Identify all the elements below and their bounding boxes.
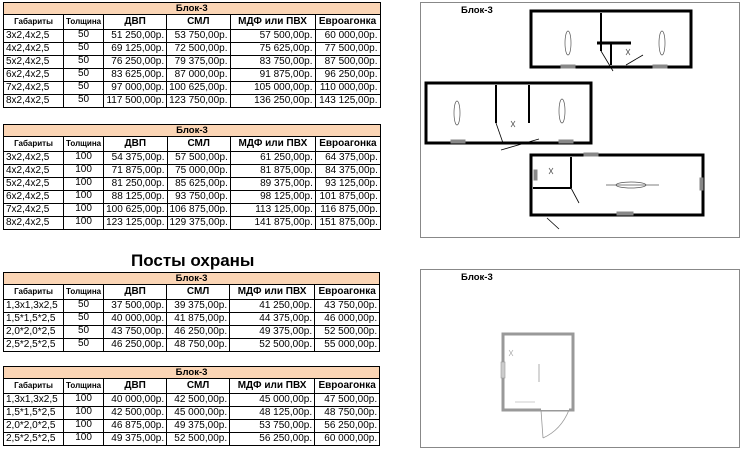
- price-cell: 45 000,00р.: [167, 407, 230, 420]
- price-cell: 46 000,00р.: [315, 313, 380, 326]
- price-cell: 101 875,00р.: [315, 191, 380, 204]
- price-cell: 46 250,00р.: [167, 326, 230, 339]
- column-header: СМЛ: [167, 285, 230, 300]
- price-table-3: [3, 272, 380, 352]
- price-cell: 83 625,00р.: [104, 69, 167, 82]
- price-cell: 75 000,00р.: [167, 165, 230, 178]
- table-title-row: [4, 367, 380, 379]
- column-header: Евроагонка: [315, 379, 380, 394]
- price-cell: 76 250,00р.: [104, 56, 167, 69]
- price-cell: 60 000,00р.: [315, 30, 380, 43]
- table-title-row: [4, 273, 380, 285]
- dimensions-cell: 4х2,4х2,5: [4, 43, 64, 56]
- thickness-cell: 100: [64, 204, 104, 217]
- table-row: [4, 43, 381, 56]
- price-cell: 54 375,00р.: [104, 152, 167, 165]
- dimensions-cell: 3х2,4х2,5: [4, 152, 64, 165]
- column-header: МДФ или ПВХ: [230, 285, 315, 300]
- price-cell: 49 375,00р.: [104, 433, 167, 446]
- thickness-cell: 100: [64, 152, 104, 165]
- dimensions-cell: 3х2,4х2,5: [4, 30, 64, 43]
- price-cell: 105 000,00р.: [230, 82, 315, 95]
- price-table-1: [3, 2, 381, 108]
- table-row: [4, 217, 381, 230]
- plan-title: Блок-3: [461, 5, 493, 16]
- thickness-cell: 50: [64, 339, 104, 352]
- price-table-4: [3, 366, 380, 446]
- price-cell: 98 125,00р.: [230, 191, 315, 204]
- column-header: Габариты: [4, 137, 64, 152]
- price-cell: 97 000,00р.: [104, 82, 167, 95]
- table-header-row: [4, 379, 380, 394]
- table-body: [4, 367, 380, 446]
- price-cell: 46 250,00р.: [104, 339, 167, 352]
- price-cell: 93 750,00р.: [167, 191, 230, 204]
- price-cell: 57 500,00р.: [167, 152, 230, 165]
- price-cell: 46 875,00р.: [104, 420, 167, 433]
- price-cell: 87 000,00р.: [167, 69, 230, 82]
- price-cell: 52 500,00р.: [230, 339, 315, 352]
- price-cell: 52 500,00р.: [315, 326, 380, 339]
- price-cell: 60 000,00р.: [315, 433, 380, 446]
- price-cell: 151 875,00р.: [315, 217, 380, 230]
- price-cell: 110 000,00р.: [315, 82, 380, 95]
- table-row: [4, 69, 381, 82]
- floor-plan-drawing: [421, 270, 739, 447]
- dimensions-cell: 2,5*2,5*2,5: [4, 339, 64, 352]
- dimensions-cell: 5х2,4х2,5: [4, 56, 64, 69]
- price-cell: 39 375,00р.: [167, 300, 230, 313]
- price-cell: 143 125,00р.: [315, 95, 380, 108]
- thickness-cell: 100: [64, 165, 104, 178]
- price-cell: 71 875,00р.: [104, 165, 167, 178]
- table-row: [4, 191, 381, 204]
- column-header: Габариты: [4, 15, 64, 30]
- table-title: Блок-3: [4, 125, 381, 137]
- thickness-cell: 100: [64, 420, 104, 433]
- column-header: МДФ или ПВХ: [230, 379, 315, 394]
- table-row: [4, 394, 380, 407]
- column-header: Толщина: [64, 379, 104, 394]
- price-cell: 48 750,00р.: [167, 339, 230, 352]
- column-header: МДФ или ПВХ: [230, 15, 315, 30]
- dimensions-cell: 2,0*2,0*2,5: [4, 326, 64, 339]
- price-cell: 113 125,00р.: [230, 204, 315, 217]
- thickness-cell: 50: [64, 313, 104, 326]
- thickness-cell: 100: [64, 433, 104, 446]
- thickness-cell: 100: [64, 394, 104, 407]
- column-header: Евроагонка: [315, 15, 380, 30]
- column-header: МДФ или ПВХ: [230, 137, 315, 152]
- price-cell: 83 750,00р.: [230, 56, 315, 69]
- table-body: [4, 3, 381, 108]
- price-cell: 93 125,00р.: [315, 178, 380, 191]
- price-cell: 117 500,00р.: [104, 95, 167, 108]
- price-cell: 61 250,00р.: [230, 152, 315, 165]
- table-title: Блок-3: [4, 367, 380, 379]
- price-cell: 84 375,00р.: [315, 165, 380, 178]
- price-cell: 41 875,00р.: [167, 313, 230, 326]
- column-header: СМЛ: [167, 137, 230, 152]
- price-cell: 72 500,00р.: [167, 43, 230, 56]
- table-row: [4, 407, 380, 420]
- table-title: Блок-3: [4, 3, 381, 15]
- table-header-row: [4, 285, 380, 300]
- thickness-cell: 100: [64, 217, 104, 230]
- price-cell: 91 875,00р.: [230, 69, 315, 82]
- table-row: [4, 178, 381, 191]
- price-cell: 41 250,00р.: [230, 300, 315, 313]
- table-header-row: [4, 137, 381, 152]
- table-row: [4, 82, 381, 95]
- price-cell: 79 375,00р.: [167, 56, 230, 69]
- price-cell: 81 250,00р.: [104, 178, 167, 191]
- price-cell: 52 500,00р.: [167, 433, 230, 446]
- price-cell: 106 875,00р.: [167, 204, 230, 217]
- table-body: [4, 125, 381, 230]
- table-row: [4, 165, 381, 178]
- column-header: Толщина: [64, 15, 104, 30]
- table-title-row: [4, 3, 381, 15]
- price-cell: 43 750,00р.: [315, 300, 380, 313]
- dimensions-cell: 1,3х1,3х2,5: [4, 300, 64, 313]
- column-header: Габариты: [4, 379, 64, 394]
- price-cell: 89 375,00р.: [230, 178, 315, 191]
- price-cell: 49 375,00р.: [167, 420, 230, 433]
- table-row: [4, 313, 380, 326]
- table-row: [4, 433, 380, 446]
- price-cell: 100 625,00р.: [167, 82, 230, 95]
- column-header: СМЛ: [167, 379, 230, 394]
- price-cell: 100 625,00р.: [104, 204, 167, 217]
- price-cell: 40 000,00р.: [104, 313, 167, 326]
- price-cell: 123 125,00р.: [104, 217, 167, 230]
- price-cell: 136 250,00р.: [230, 95, 315, 108]
- thickness-cell: 50: [64, 82, 104, 95]
- column-header: СМЛ: [167, 15, 230, 30]
- price-cell: 129 375,00р.: [167, 217, 230, 230]
- price-cell: 56 250,00р.: [230, 433, 315, 446]
- price-cell: 44 375,00р.: [230, 313, 315, 326]
- price-cell: 53 750,00р.: [230, 420, 315, 433]
- thickness-cell: 50: [64, 43, 104, 56]
- table-row: [4, 326, 380, 339]
- price-cell: 81 875,00р.: [230, 165, 315, 178]
- price-cell: 57 500,00р.: [230, 30, 315, 43]
- price-cell: 55 000,00р.: [315, 339, 380, 352]
- dimensions-cell: 7х2,4х2,5: [4, 82, 64, 95]
- thickness-cell: 100: [64, 178, 104, 191]
- price-cell: 40 000,00р.: [104, 394, 167, 407]
- dimensions-cell: 4х2,4х2,5: [4, 165, 64, 178]
- price-cell: 64 375,00р.: [315, 152, 380, 165]
- column-header: Евроагонка: [315, 285, 380, 300]
- price-cell: 123 750,00р.: [167, 95, 230, 108]
- thickness-cell: 100: [64, 191, 104, 204]
- floor-plan-drawing: [421, 3, 739, 237]
- price-cell: 141 875,00р.: [230, 217, 315, 230]
- dimensions-cell: 1,5*1,5*2,5: [4, 407, 64, 420]
- table-row: [4, 56, 381, 69]
- thickness-cell: 50: [64, 326, 104, 339]
- thickness-cell: 100: [64, 407, 104, 420]
- section-heading: Посты охраны: [131, 251, 255, 270]
- dimensions-cell: 1,5*1,5*2,5: [4, 313, 64, 326]
- floor-plan-panel-bottom: [420, 269, 740, 448]
- table-header-row: [4, 15, 381, 30]
- price-cell: 56 250,00р.: [315, 420, 380, 433]
- dimensions-cell: 8х2,4х2,5: [4, 95, 64, 108]
- table-title: Блок-3: [4, 273, 380, 285]
- dimensions-cell: 7х2,4х2,5: [4, 204, 64, 217]
- price-cell: 47 500,00р.: [315, 394, 380, 407]
- table-row: [4, 152, 381, 165]
- table-row: [4, 339, 380, 352]
- dimensions-cell: 2,5*2,5*2,5: [4, 433, 64, 446]
- price-cell: 88 125,00р.: [104, 191, 167, 204]
- price-cell: 53 750,00р.: [167, 30, 230, 43]
- column-header: Толщина: [64, 285, 104, 300]
- column-header: ДВП: [104, 379, 167, 394]
- thickness-cell: 50: [64, 95, 104, 108]
- price-cell: 37 500,00р.: [104, 300, 167, 313]
- price-cell: 48 750,00р.: [315, 407, 380, 420]
- price-cell: 45 000,00р.: [230, 394, 315, 407]
- price-table-2: [3, 124, 381, 230]
- table-row: [4, 95, 381, 108]
- dimensions-cell: 5х2,4х2,5: [4, 178, 64, 191]
- column-header: Евроагонка: [315, 137, 380, 152]
- dimensions-cell: 1,3х1,3х2,5: [4, 394, 64, 407]
- price-cell: 42 500,00р.: [167, 394, 230, 407]
- thickness-cell: 50: [64, 30, 104, 43]
- thickness-cell: 50: [64, 56, 104, 69]
- column-header: Толщина: [64, 137, 104, 152]
- price-cell: 96 250,00р.: [315, 69, 380, 82]
- price-cell: 85 625,00р.: [167, 178, 230, 191]
- thickness-cell: 50: [64, 69, 104, 82]
- table-row: [4, 300, 380, 313]
- price-cell: 42 500,00р.: [104, 407, 167, 420]
- price-cell: 69 125,00р.: [104, 43, 167, 56]
- table-row: [4, 30, 381, 43]
- price-cell: 116 875,00р.: [315, 204, 380, 217]
- dimensions-cell: 8х2,4х2,5: [4, 217, 64, 230]
- column-header: Габариты: [4, 285, 64, 300]
- price-cell: 49 375,00р.: [230, 326, 315, 339]
- column-header: ДВП: [104, 285, 167, 300]
- price-cell: 75 625,00р.: [230, 43, 315, 56]
- table-body: [4, 273, 380, 352]
- column-header: ДВП: [104, 137, 167, 152]
- dimensions-cell: 6х2,4х2,5: [4, 69, 64, 82]
- dimensions-cell: 2,0*2,0*2,5: [4, 420, 64, 433]
- floor-plan-panel-top: [420, 2, 740, 238]
- price-cell: 48 125,00р.: [230, 407, 315, 420]
- price-cell: 43 750,00р.: [104, 326, 167, 339]
- price-cell: 87 500,00р.: [315, 56, 380, 69]
- dimensions-cell: 6х2,4х2,5: [4, 191, 64, 204]
- price-cell: 77 500,00р.: [315, 43, 380, 56]
- table-row: [4, 204, 381, 217]
- thickness-cell: 50: [64, 300, 104, 313]
- price-cell: 51 250,00р.: [104, 30, 167, 43]
- plan-title: Блок-3: [461, 272, 493, 283]
- table-title-row: [4, 125, 381, 137]
- table-row: [4, 420, 380, 433]
- column-header: ДВП: [104, 15, 167, 30]
